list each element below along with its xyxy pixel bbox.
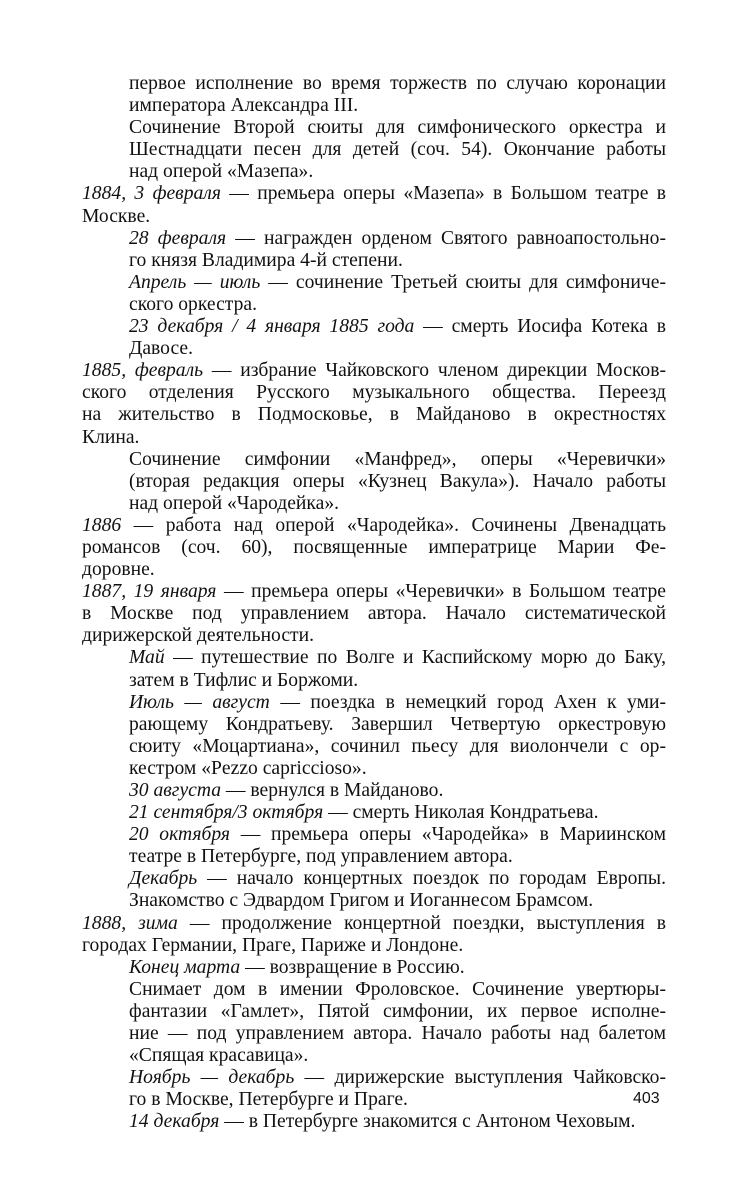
entry-kotek-death: 23 декабря / 4 января 1885 года — смерть Иосифа Котека в Давосе.: [129, 316, 666, 360]
entry-date: Май: [129, 647, 165, 669]
entry-1885-directorate: 1885, февраль — избрание Чайковского членом дирекции Москов- ского отделения Русского музыкального общества. Переезд на жительство в Подмосковье, в Майданово в окрестностях Клина.: [82, 360, 667, 448]
entry-europe-tours: Декабрь — начало концертных поездок по городам Европы. Знакомство с Эдвардом Григом и Иоганнесом Брамсом.: [129, 868, 666, 912]
entry-aachen-trip: Июль — август — поездка в немецкий город Ахен к уми- рающему Кондратьеву. Завершил Четвертую оркестровую сюиту «Моцартиана», сочинил пьесу для виолончели с ор- кестром «Pezzo capriccioso».: [129, 691, 666, 779]
entry-date: 1886: [82, 514, 122, 536]
entry-date: 20 октября: [129, 824, 230, 846]
entry-conducting-tour: Ноябрь — декабрь — дирижерские выступления Чайковско- го в Москве, Петербурге и Праге.: [129, 1067, 666, 1111]
entry-date: 21 сентября/3 октября: [129, 802, 324, 824]
entry-1887-cherevichki: 1887, 19 января — премьера оперы «Черевички» в Большом театре в Москве под управлением автора. Начало систематической дирижерской деятельности.: [82, 581, 666, 647]
entry-date: 1888, зима: [82, 912, 178, 934]
entry-date: 1884, 3 февраля: [82, 183, 221, 205]
entry-order-vladimir: 28 февраля — награжден орденом Святого равноапостольно- го князя Владимира 4-й степени.: [129, 227, 666, 271]
entry-return-russia: Конец марта — возвращение в Россию.: [129, 956, 465, 978]
entry-date: 23 декабря / 4 января 1885 года: [129, 316, 415, 338]
entry-1884-mazepa: 1884, 3 февраля — премьера оперы «Мазепа» в Большом театре в Москве.: [82, 183, 666, 227]
entry-chekhov-meeting: 14 декабря — в Петербурге знакомится с Антоном Чеховым.: [129, 1111, 636, 1133]
entry-date: Декабрь: [129, 868, 198, 890]
entry-frolovskoe: Снимает дом в имении Фроловское. Сочинение увертюры- фантазии «Гамлет», Пятой симфонии, их первое исполне- ние — под управлением автора. Начало работы над балетом «Спящая красавица».: [129, 978, 666, 1067]
entry-date: Ноябрь — декабрь: [129, 1067, 295, 1089]
entry-manfred: Сочинение симфонии «Манфред», оперы «Черевички» (вторая редакция оперы «Кузнец Вакула»). Начало работы над оперой «Чародейка».: [129, 448, 666, 514]
entry-date: 30 августа: [129, 780, 222, 801]
entry-coronation-premiere: первое исполнение во время торжеств по случаю коронации императора Александра III.: [129, 73, 666, 117]
entry-return-maidanovo: 30 августа — вернулся в Майданово.: [129, 780, 444, 801]
entry-date: Июль — август: [129, 691, 270, 713]
entry-date: Апрель — июль: [129, 271, 261, 293]
entry-1888-winter: 1888, зима — продолжение концертной поездки, выступления в городах Германии, Праге, Париже и Лондоне.: [82, 912, 666, 956]
entry-second-suite: Сочинение Второй сюиты для симфонического оркестра и Шестнадцати песен для детей (соч. 54). Окончание работы над оперой «Мазепа».: [129, 117, 666, 183]
entry-date: Конец марта: [129, 956, 241, 978]
entry-date: 1887, 19 января: [82, 581, 217, 603]
chronology-page: [82, 73, 666, 1134]
entry-1886-charodeika: 1886 — работа над оперой «Чародейка». Сочинены Двенадцать романсов (соч. 60), посвященные императрице Марии Фе- доровне.: [82, 514, 666, 581]
entry-date: 14 декабря: [129, 1111, 220, 1133]
entry-third-suite: Апрель — июль — сочинение Третьей сюиты для симфониче- ского оркестра.: [129, 271, 666, 315]
entry-mariinsky-premiere: 20 октября — премьера оперы «Чародейка» в Мариинском театре в Петербурге, под управлением автора.: [129, 824, 666, 868]
entry-date: 1885, февраль: [82, 360, 204, 382]
page-number: 403: [633, 1090, 660, 1107]
entry-date: 28 февраля: [129, 227, 227, 249]
entry-kondratiev-death: 21 сентября/3 октября — смерть Николая Кондратьева.: [129, 802, 599, 824]
entry-volga-journey: Май — путешествие по Волге и Каспийскому морю до Баку, затем в Тифлис и Боржоми.: [129, 647, 666, 691]
